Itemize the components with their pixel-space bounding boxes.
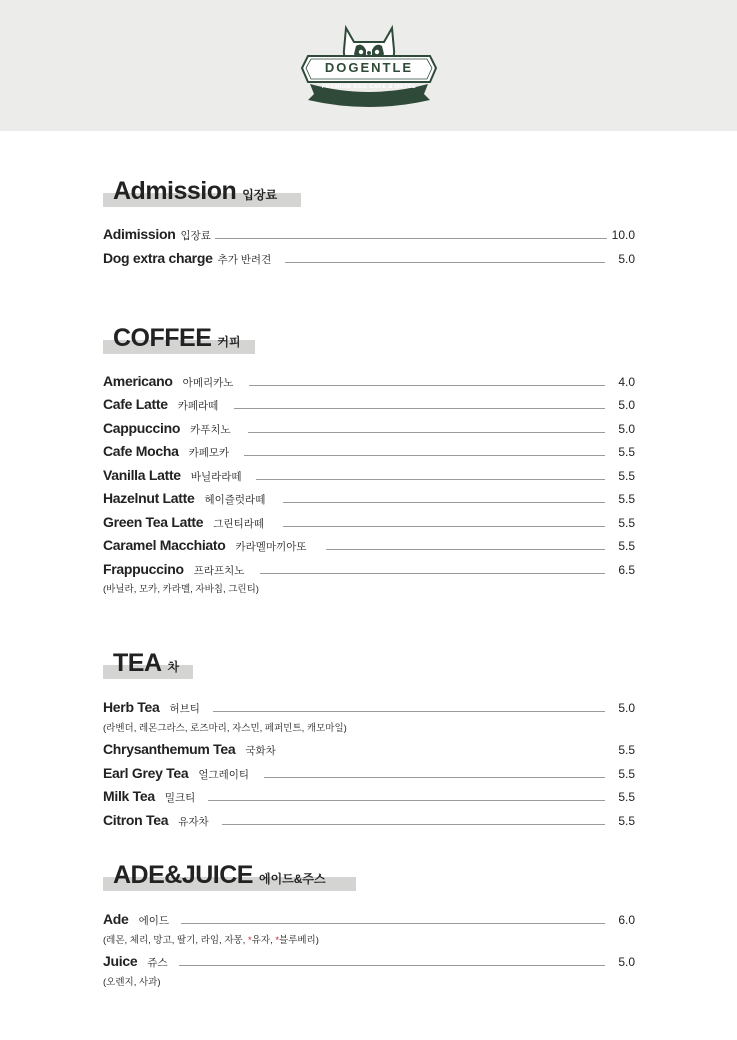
item-note: (바닐라, 모카, 카라멜, 자바칩, 그린티) xyxy=(103,584,259,595)
menu-item xyxy=(103,537,635,557)
section-title-en: Admission xyxy=(113,177,237,205)
item-name-ko: 그린티라떼 xyxy=(213,518,264,530)
menu-item xyxy=(103,373,635,393)
leader-line xyxy=(283,526,605,527)
item-price: 6.5 xyxy=(618,563,635,577)
item-note: (오렌지, 사과) xyxy=(103,977,161,988)
item-name-ko: 프라프치노 xyxy=(193,565,245,577)
item-name-en: Caramel Macchiato xyxy=(103,537,226,553)
menu-item xyxy=(103,420,635,440)
menu-item xyxy=(103,396,635,416)
item-note: (라벤더, 레몬그라스, 로즈마리, 자스민, 페퍼민트, 캐모마일) xyxy=(103,723,347,734)
item-price: 5.5 xyxy=(618,469,635,483)
item-price: 5.5 xyxy=(618,743,635,757)
menu-item xyxy=(103,765,635,785)
menu-item xyxy=(103,514,635,534)
item-name-en: Vanilla Latte xyxy=(103,467,181,483)
item-name-ko: 에이드 xyxy=(138,915,169,927)
item-name-ko: 추가 반려견 xyxy=(217,254,272,266)
item-name-en: Adimission xyxy=(103,226,176,242)
item-note xyxy=(103,932,319,946)
leader-line xyxy=(179,965,605,966)
item-name-ko: 카라멜마끼아또 xyxy=(235,541,307,553)
menu-item xyxy=(103,490,635,510)
section-coffee xyxy=(103,323,241,357)
dogentle-logo xyxy=(296,20,442,108)
item-name-ko: 쥬스 xyxy=(147,957,168,969)
item-price: 5.5 xyxy=(618,539,635,553)
item-name-en: Cafe Latte xyxy=(103,396,168,412)
item-name-en: Chrysanthemum Tea xyxy=(103,741,236,757)
leader-line xyxy=(208,800,605,801)
section-title xyxy=(103,860,326,894)
leader-line xyxy=(256,479,605,480)
menu-item xyxy=(103,467,635,487)
item-name-en: Milk Tea xyxy=(103,788,155,804)
menu-item xyxy=(103,953,635,973)
item-price: 10.0 xyxy=(611,228,635,242)
leader-line xyxy=(248,432,605,433)
item-name-ko: 유자차 xyxy=(178,816,209,828)
section-title-ko: 에이드&주스 xyxy=(258,872,326,886)
item-price: 5.0 xyxy=(618,252,635,266)
logo-tagline: PREMIUM DOG CAFE & HOTEL xyxy=(321,84,417,90)
note-asterisk: * xyxy=(247,935,252,946)
item-name-ko: 밀크티 xyxy=(164,792,196,804)
item-price: 5.5 xyxy=(618,492,635,506)
item-price: 5.5 xyxy=(618,814,635,828)
section-admission xyxy=(103,176,277,210)
menu-item xyxy=(103,812,635,832)
header-banner xyxy=(0,0,737,131)
item-name-ko: 국화차 xyxy=(245,745,276,757)
item-name-en: Citron Tea xyxy=(103,812,169,828)
leader-line xyxy=(244,455,605,456)
logo-wordmark: DOGENTLE xyxy=(324,60,414,75)
item-name-en: Herb Tea xyxy=(103,699,160,715)
menu-item xyxy=(103,699,635,719)
item-price: 5.5 xyxy=(618,767,635,781)
section-title xyxy=(103,323,241,357)
item-price: 5.5 xyxy=(618,445,635,459)
item-name-en: Ade xyxy=(103,911,129,927)
item-name-ko: 아메리카노 xyxy=(182,377,234,389)
item-name-en: Frappuccino xyxy=(103,561,184,577)
item-price: 5.0 xyxy=(618,955,635,969)
item-price: 5.5 xyxy=(618,516,635,530)
leader-line xyxy=(215,238,607,239)
item-name-en: Hazelnut Latte xyxy=(103,490,195,506)
item-name-en: Green Tea Latte xyxy=(103,514,204,530)
leader-line xyxy=(222,824,605,825)
menu-item xyxy=(103,226,635,246)
menu-item xyxy=(103,561,635,581)
item-name-en: Dog extra charge xyxy=(103,250,213,266)
leader-line xyxy=(234,408,605,409)
item-price: 5.0 xyxy=(618,701,635,715)
item-name-ko: 얼그레이티 xyxy=(198,769,250,781)
item-name-ko: 헤이즐럿라떼 xyxy=(204,494,266,506)
section-title xyxy=(103,648,179,682)
item-name-ko: 허브티 xyxy=(169,703,200,715)
section-title-ko: 차 xyxy=(167,660,180,674)
item-name-ko: 카페모카 xyxy=(188,447,230,459)
section-title-ko: 커피 xyxy=(217,335,241,349)
menu-item xyxy=(103,911,635,931)
item-name-en: Earl Grey Tea xyxy=(103,765,189,781)
section-title-en: TEA xyxy=(113,649,162,677)
leader-line xyxy=(181,923,605,924)
item-price: 5.5 xyxy=(618,790,635,804)
item-name-ko: 카페라떼 xyxy=(177,400,219,412)
item-name-ko: 카푸치노 xyxy=(190,424,231,436)
item-price: 6.0 xyxy=(618,913,635,927)
leader-line xyxy=(326,549,605,550)
leader-line xyxy=(283,502,605,503)
menu-item xyxy=(103,250,635,270)
leader-line xyxy=(213,711,605,712)
item-name-en: Cafe Mocha xyxy=(103,443,179,459)
item-price: 4.0 xyxy=(618,375,635,389)
menu-item xyxy=(103,741,635,761)
section-title-en: ADE&JUICE xyxy=(113,861,253,889)
note-text: 유자, xyxy=(251,935,276,946)
item-name-en: Americano xyxy=(103,373,173,389)
leader-line xyxy=(285,262,605,263)
section-title-ko: 입장료 xyxy=(242,188,278,202)
note-text: (레몬, 체리, 망고, 딸기, 라임, 자몽, xyxy=(103,935,248,946)
leader-line xyxy=(249,385,605,386)
leader-line xyxy=(264,777,605,778)
menu-item xyxy=(103,443,635,463)
item-price: 5.0 xyxy=(618,422,635,436)
item-price: 5.0 xyxy=(618,398,635,412)
note-text: 블루베리) xyxy=(279,935,319,946)
item-name-ko: 바닐라라떼 xyxy=(190,471,242,483)
item-name-en: Juice xyxy=(103,953,138,969)
section-ade-juice xyxy=(103,860,326,894)
menu-item xyxy=(103,788,635,808)
note-asterisk: * xyxy=(275,935,280,946)
item-name-en: Cappuccino xyxy=(103,420,181,436)
leader-line xyxy=(260,573,605,574)
section-title-en: COFFEE xyxy=(113,324,212,352)
section-title xyxy=(103,176,277,210)
section-tea xyxy=(103,648,179,682)
item-name-ko: 입장료 xyxy=(180,230,211,242)
